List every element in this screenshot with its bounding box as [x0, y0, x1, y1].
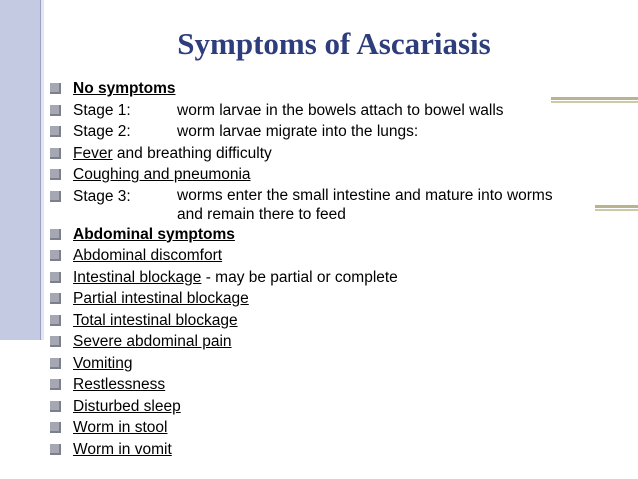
stage-3-label: Stage 3:: [73, 187, 131, 205]
list-item-worm-in-stool: [50, 417, 630, 439]
stage-3-text: [177, 186, 607, 224]
slide-title: Symptoms of Ascariasis: [177, 26, 491, 61]
square-bullet-icon: [50, 83, 61, 94]
list-item-disturbed-sleep: [50, 396, 630, 418]
list-item-stage-1: [50, 100, 630, 122]
list-item-intestinal-blockage: [50, 267, 630, 289]
fever-text: and breathing difficulty: [112, 144, 272, 162]
square-bullet-icon: [50, 444, 61, 455]
severe-pain-link[interactable]: Severe abdominal pain: [73, 333, 232, 350]
square-bullet-icon: [50, 422, 61, 433]
stage-1-label: Stage 1:: [73, 101, 131, 119]
list-item-worm-in-vomit: [50, 439, 630, 461]
square-bullet-icon: [50, 126, 61, 137]
restlessness-link[interactable]: Restlessness: [73, 376, 166, 393]
list-item-fever: [50, 143, 630, 165]
total-blockage-link[interactable]: Total intestinal blockage: [73, 311, 238, 329]
list-item-abdominal-discomfort: [50, 245, 630, 267]
square-bullet-icon: [50, 358, 61, 369]
square-bullet-icon: [50, 336, 61, 347]
stage-2-text: worm larvae migrate into the lungs:: [177, 123, 419, 140]
list-item-vomiting: [50, 353, 630, 375]
stage-3-text-line-2: and remain there to feed: [177, 205, 346, 223]
square-bullet-icon: [50, 401, 61, 412]
list-item-abdominal-symptoms: [50, 224, 630, 246]
square-bullet-icon: [50, 315, 61, 326]
coughing-link[interactable]: Coughing and pneumonia: [73, 166, 251, 183]
square-bullet-icon: [50, 379, 61, 390]
worm-in-vomit-link[interactable]: Worm in vomit: [73, 440, 172, 458]
list-item-stage-3: [50, 186, 630, 224]
list-item-coughing: [50, 164, 630, 186]
list-item-total-blockage: [50, 310, 630, 332]
square-bullet-icon: [50, 229, 61, 240]
stage-2-label: Stage 2:: [73, 123, 131, 140]
list-item-stage-2: [50, 121, 630, 143]
list-item-no-symptoms: [50, 78, 630, 100]
list-item-restlessness: [50, 374, 630, 396]
intestinal-blockage-text: - may be partial or complete: [201, 268, 398, 286]
stage-1-text: worm larvae in the bowels attach to bowel walls: [177, 101, 504, 119]
square-bullet-icon: [50, 272, 61, 283]
square-bullet-icon: [50, 191, 61, 202]
square-bullet-icon: [50, 148, 61, 159]
square-bullet-icon: [50, 169, 61, 180]
abdominal-discomfort-link[interactable]: Abdominal discomfort: [73, 247, 223, 264]
worm-in-stool-link[interactable]: Worm in stool: [73, 419, 168, 436]
intestinal-blockage-link[interactable]: Intestinal blockage: [73, 268, 202, 286]
square-bullet-icon: [50, 250, 61, 261]
symptom-list: [50, 78, 630, 460]
no-symptoms-link[interactable]: No symptoms: [73, 80, 176, 97]
abdominal-symptoms-link[interactable]: Abdominal symptoms: [73, 225, 235, 243]
vomiting-link[interactable]: Vomiting: [73, 354, 133, 372]
square-bullet-icon: [50, 293, 61, 304]
list-item-severe-pain: [50, 331, 630, 353]
square-bullet-icon: [50, 105, 61, 116]
fever-link[interactable]: Fever: [73, 144, 113, 162]
partial-blockage-link[interactable]: Partial intestinal blockage: [73, 290, 249, 307]
disturbed-sleep-link[interactable]: Disturbed sleep: [73, 397, 181, 415]
stage-3-text-line-1: worms enter the small intestine and mature into worms: [177, 186, 553, 204]
list-item-partial-blockage: [50, 288, 630, 310]
